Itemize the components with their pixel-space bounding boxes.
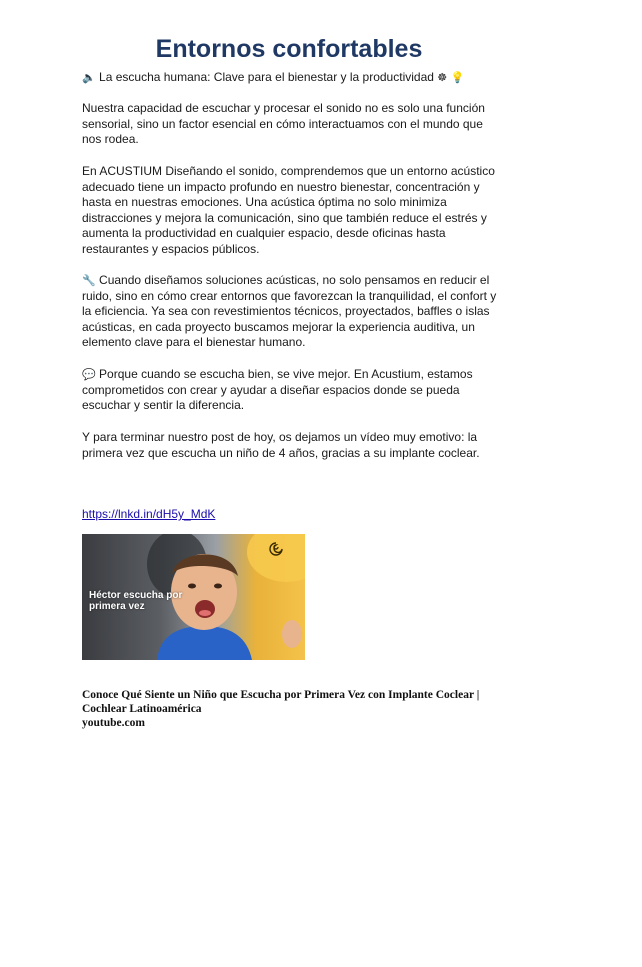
video-thumbnail[interactable]: [82, 534, 305, 660]
paragraph-acustium: En ACUSTIUM Diseñando el sonido, comprendemos que un entorno acústico adecuado tiene un impacto profundo en nuestro bienestar, concentración y hasta en nuestras emociones. Una acústica óptima no solo minimiza distracciones y mejora la comunicación, sino que también reduce el estrés y aumenta la productividad en cualquier espacio, desde oficinas hasta restaurantes y espacios públicos.: [82, 164, 495, 256]
speech-bubble-icon: 💬: [82, 368, 96, 381]
speaker-icon: 🔈: [82, 71, 96, 84]
video-card[interactable]: [82, 688, 502, 730]
subtitle-text: La escucha humana: Clave para el bienestar y la productividad: [99, 70, 434, 84]
paragraph-commitment-text: Porque cuando se escucha bien, se vive mejor. En Acustium, estamos comprometidos con crear y ayudar a diseñar espacios donde se pueda escuchar y sentir la diferencia.: [82, 367, 473, 413]
subtitle: [82, 70, 522, 84]
lightbulb-icon: 💡: [450, 71, 465, 84]
paragraph-commitment: [82, 367, 502, 414]
video-source: youtube.com: [82, 717, 145, 729]
page-title: Entornos confortables: [155, 35, 423, 63]
wrench-icon: 🔧: [82, 274, 96, 287]
paragraph-intro: Nuestra capacidad de escuchar y procesar el sonido no es solo una función sensorial, sino un factor esencial en cómo interactuamos con el mundo que nos rodea.: [82, 101, 485, 147]
brain-icon: ☸: [437, 71, 448, 84]
thumbnail-caption: Héctor escucha por primera vez: [89, 590, 183, 612]
paragraph-video-intro: Y para terminar nuestro post de hoy, os dejamos un vídeo muy emotivo: la primera vez que escucha un niño de 4 años, gracias a su implante coclear.: [82, 430, 480, 460]
video-link[interactable]: https://lnkd.in/dH5y_MdK: [82, 507, 216, 521]
paragraph-design-text: Cuando diseñamos soluciones acústicas, no solo pensamos en reducir el ruido, sino en cómo crear entornos que favorezcan la tranquilidad, el confort y la eficiencia. Ya sea con revestimientos técnicos, proyectados, baffles o islas acústicas, en cada proyecto buscamos mejorar la experiencia auditiva, un elemento clave para el bienestar humano.: [82, 273, 497, 350]
cochlear-logo-icon: [269, 542, 283, 556]
paragraph-design: [82, 273, 502, 351]
video-title: Conoce Qué Siente un Niño que Escucha por Primera Vez con Implante Coclear | Cochlear Latinoamérica: [82, 689, 480, 715]
